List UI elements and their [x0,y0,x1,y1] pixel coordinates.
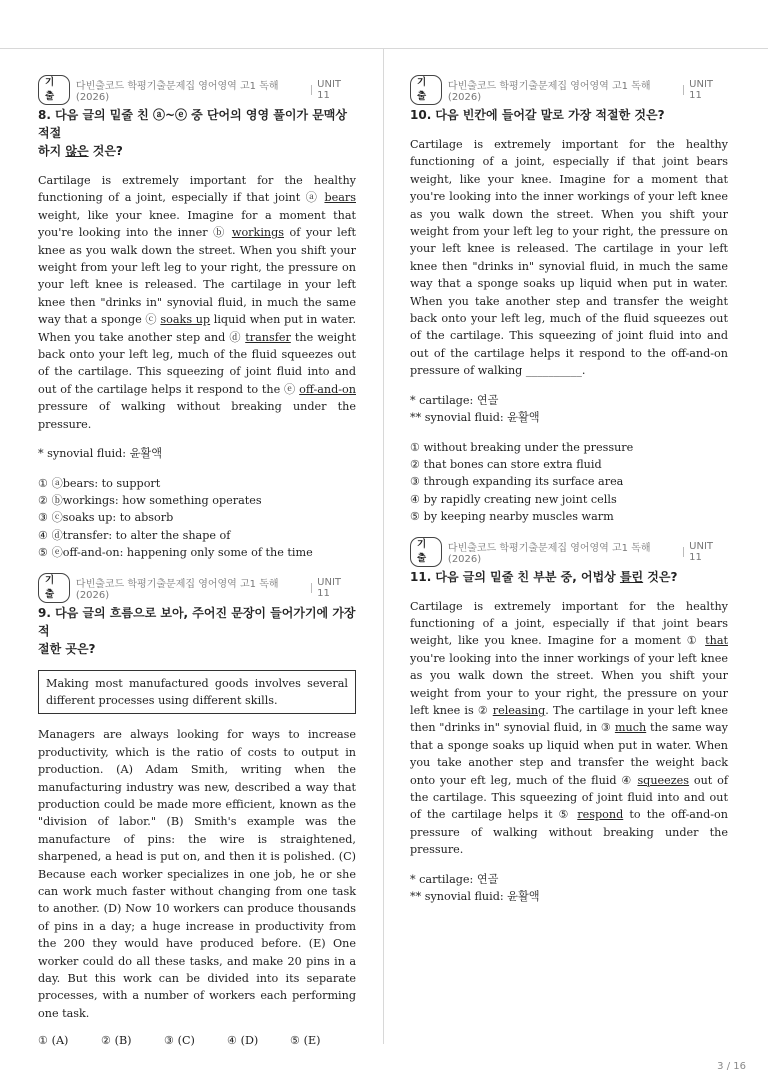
page-number: 3 / 16 [717,1061,746,1072]
question-header [38,77,356,103]
source-badge: 기출 [38,75,70,105]
footnote: ** synovial fluid: 윤활액 [410,411,540,425]
passage-text: the weight back onto your left leg, much of the fluid squeezes out of the cartilage. This squeezing of joint fluid into and out of the cartilage helps it respond to the ⓔ [38,330,356,396]
answer-option[interactable]: ③ ⓒsoaks up: to absorb [38,511,174,525]
column-divider [383,49,384,1044]
title-post: 것은? [643,569,678,584]
question-header [38,574,356,601]
title-line-1: 9. 다음 글의 흐름으로 보아, 주어진 문장이 들어가기에 가장 적 [38,605,356,638]
title-line-2-pre: 하지 [38,144,66,158]
passage [410,598,728,859]
unit-label: UNIT 11 [689,540,714,563]
question-header [410,538,728,565]
underlined-word: much [614,721,647,735]
question-9 [38,574,356,1048]
title-line-2-post: 것은? [88,144,123,158]
left-column [38,77,357,1065]
title-line-1: 8. 다음 글의 밑줄 친 ⓐ~ⓔ 중 단어의 영영 풀이가 문맥상 적절 [38,108,347,140]
passage-text: Cartilage is extremely important for the healthy functioning of a joint, especially if that joint bears weight, like you knee. Imagine for a moment ① [410,599,728,648]
answer-option[interactable]: ⑤ by keeping nearby muscles warm [410,510,614,524]
passage-text: liquid when put in water. When you take another step and ⓓ [38,313,357,344]
underlined-word: workings [231,226,284,240]
footnote: * cartilage: 연골 [410,872,499,886]
separator [683,85,684,95]
passage-text: of your left knee as you walk down the street. When you shift your weight from your left leg to your right, the pressure on your left knee is released. The cartilage in your left knee then "drinks in" synovial fluid, in much the same way that a sponge ⓒ [38,226,356,327]
unit-label: UNIT 11 [317,79,342,101]
answer-option[interactable]: ③ through expanding its surface area [410,475,624,489]
top-rule [0,48,768,49]
answer-options [410,439,728,526]
underlined-word: that [705,634,728,648]
underlined-word: transfer [245,330,291,344]
passage [38,726,356,1022]
underlined-word: releasing [492,703,546,717]
answer-option[interactable]: ⑤ (E) [290,1034,321,1048]
answer-option[interactable]: ③ (C) [164,1034,195,1048]
right-column [410,77,729,923]
footnotes [410,871,728,906]
separator [311,85,312,95]
title-underlined-word: 틀린 [619,569,644,584]
unit-label: UNIT 11 [317,576,342,599]
question-10 [410,77,728,526]
passage-text: . The cartilage in your left knee then "drinks in" synovial fluid, in ③ [410,703,728,735]
underlined-word: squeezes [637,773,690,787]
answer-option[interactable]: ⑤ ⓔoff-and-on: happening only some of the time [38,546,313,560]
answer-option[interactable]: ④ (D) [227,1034,259,1048]
passage-text: Cartilage is extremely important for the healthy functioning of a joint, especially if that joint ⓐ [38,174,356,205]
passage-text: the same way that a sponge soaks up liquid when put in water. When you take another step and transfer the weight back onto your eft leg, much of the fluid ④ [410,721,729,787]
source-label: 다빈출코드 학평기출문제집 영어영역 고1 독해(2026) [447,542,651,565]
answer-option[interactable]: ① without breaking under the pressure [410,440,634,454]
answer-option[interactable]: ④ ⓓtransfer: to alter the shape of [38,528,231,542]
question-8 [38,77,357,562]
source-badge: 기출 [38,573,70,603]
passage-text: Cartilage is extremely important for the healthy functioning of a joint, especially if that joint bears weight, like your knee. Imagine for a moment that you're looking into the inner workings of your left knee as you walk down the street. When you shift your weight from your left leg to your right, the pressure on your left knee is released. The cartilage in your left knee then "drinks in" synovial fluid, in much the same way that a sponge soaks up liquid when put in water. When you take another step and transfer the weight back onto your left leg, much of the fluid squeezes out of the cartilage. This squeezing of joint fluid into and out of the cartilage helps it respond to the off-and-on pressure of walking __________. [410,138,728,378]
title-underlined-word: 않은 [65,144,89,158]
question-header [410,77,728,103]
answer-options [38,475,356,562]
footnote: * cartilage: 연골 [410,393,499,407]
answer-option[interactable]: ② ⓑworkings: how something operates [38,493,262,507]
unit-label: UNIT 11 [689,79,714,101]
answer-option[interactable]: ② that bones can store extra fluid [410,457,602,471]
underlined-word: bears [324,191,356,205]
separator [311,583,312,593]
footnotes [410,392,728,427]
underlined-word: off-and-on [299,382,356,396]
passage-text: to the off-and-on pressure of walking without breaking under the pressure. [410,808,728,857]
passage-text: pressure of walking without breaking under the pressure. [38,400,356,431]
question-title [38,106,356,160]
answer-option[interactable]: ① (A) [38,1034,69,1048]
answer-option[interactable]: ④ by rapidly creating new joint cells [410,492,617,506]
question-title [410,568,728,586]
passage [38,172,356,433]
underlined-word: respond [577,808,624,822]
separator [683,547,684,557]
passage-text: out of the cartilage. This squeezing of joint fluid into and out of the cartilage helps it ⑤ [410,773,728,822]
passage-text: you're looking into the inner workings of your left knee as you walk down the street. When you shift your weight from your to your right, the pressure on your left knee is ② [410,651,728,717]
footnote: ** synovial fluid: 윤활액 [410,890,540,904]
answer-options [38,1034,356,1047]
question-title: 10. 다음 빈칸에 들어갈 말로 가장 적절한 것은? [410,108,665,122]
given-sentence-box: Making most manufactured goods involves several different processes using different skills. [38,670,356,715]
passage-text: Managers are always looking for ways to increase productivity, which is the ratio of costs to output in production. (A) Adam Smith, writing when the manufacturing industry was new, described a way that production could be made more efficient, known as the "division of labor." (B) Smith's example was the manufacture of pins: the wire is straightened, sharpened, a head is put on, and then it is polished. (C) Because each worker specializes in one job, he or she can work much faster without changing from one task to another. (D) Now 10 workers can produce thousands of pins in a day; a huge increase in productivity from the 200 they would have produced before. (E) One worker could do all these tasks, and make 20 pins in a day. But this work can be divided into its separate processes, with a number of workers each performing one task. [38,728,356,1020]
source-label: 다빈출코드 학평기출문제집 영어영역 고1 독해(2026) [75,81,279,103]
source-label: 다빈출코드 학평기출문제집 영어영역 고1 독해(2026) [447,81,651,103]
underlined-word: soaks up [160,313,211,327]
answer-option[interactable]: ② (B) [101,1034,132,1048]
question-title [38,604,356,658]
source-badge: 기출 [410,537,442,567]
passage-text: weight, like your knee. Imagine for a moment that you're looking into the inner ⓑ [38,208,356,240]
footnote: * synovial fluid: 윤활액 [38,447,163,461]
source-badge: 기출 [410,75,442,105]
title-line-2: 절한 곳은? [38,641,96,656]
source-label: 다빈출코드 학평기출문제집 영어영역 고1 독해(2026) [75,578,279,601]
answer-option[interactable]: ① ⓐbears: to support [38,476,161,490]
question-11 [410,538,729,906]
title-pre: 11. 다음 글의 밑줄 친 부분 중, 어법상 [410,569,620,584]
passage [410,136,728,380]
